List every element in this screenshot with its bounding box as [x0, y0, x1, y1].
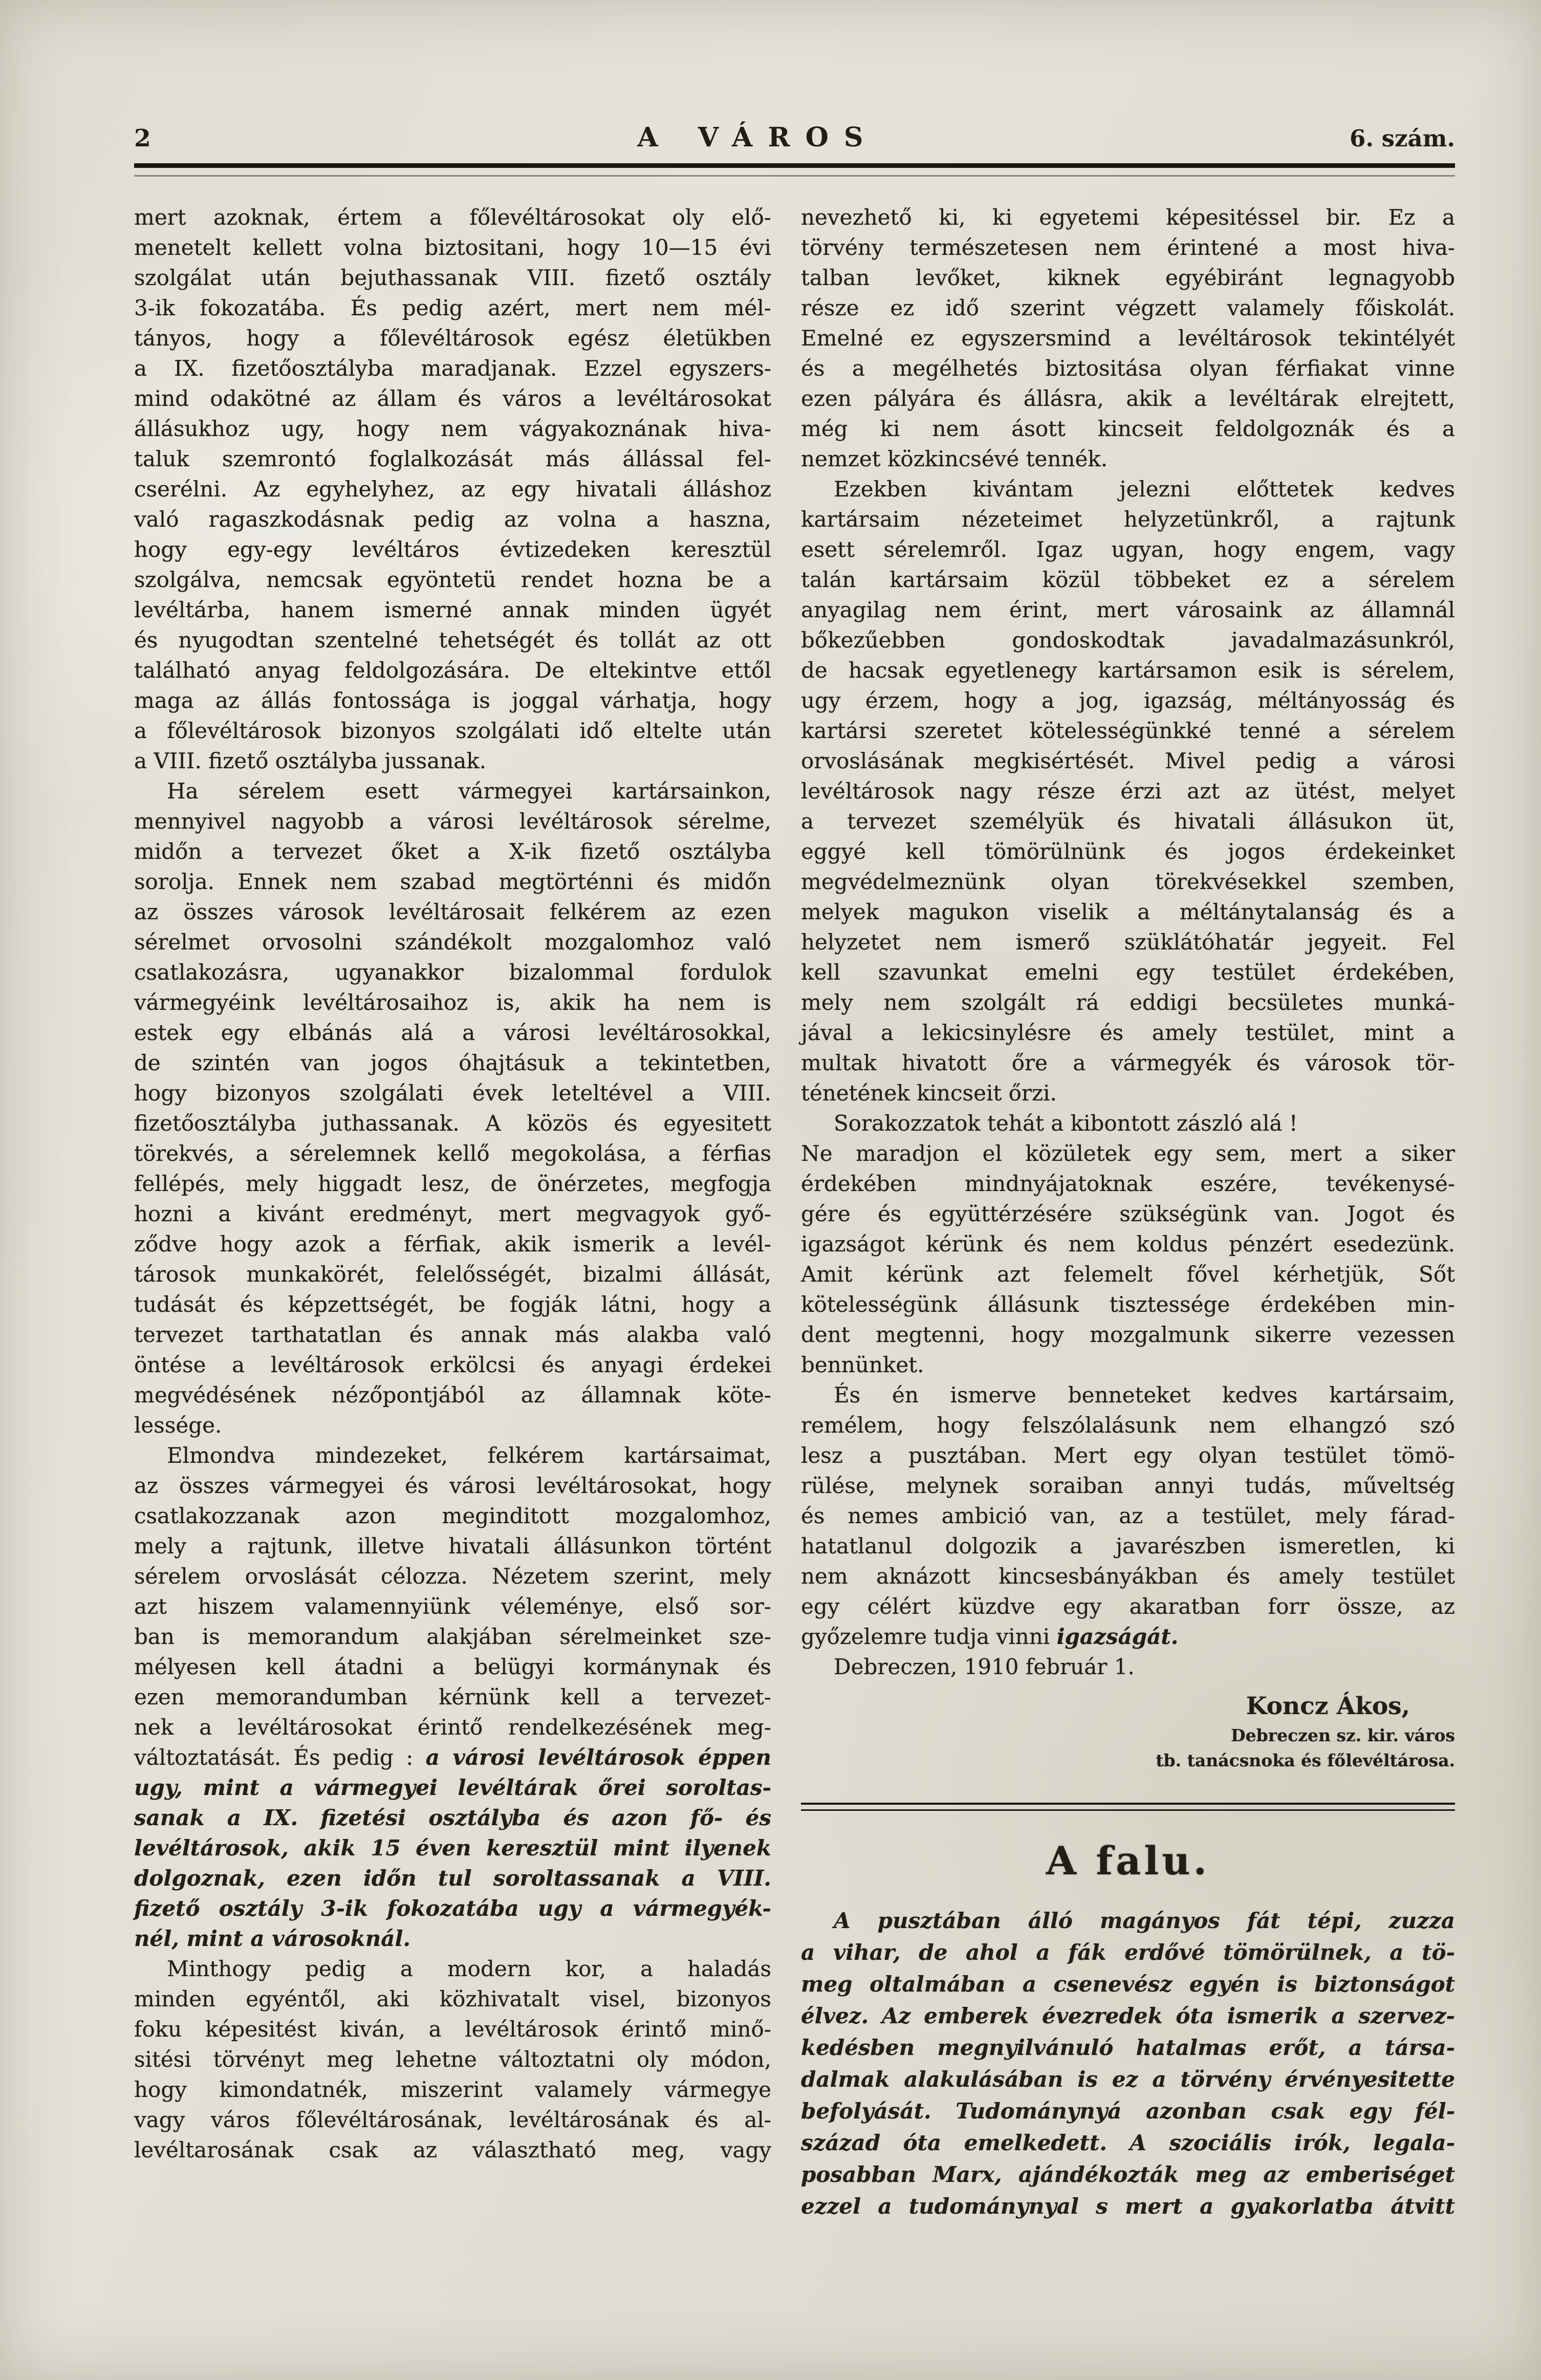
text-line: bennünket. — [801, 1352, 924, 1377]
text-line: kötelességünk állásunk tisztessége érdekében min- — [801, 1292, 1455, 1317]
text-line: állásukhoz ugy, hogy nem vágyakoznának hiva- — [134, 416, 771, 441]
text-line: és nemes ambició van, az a testület, mely fárad- — [801, 1503, 1455, 1528]
text-line: Ezekben kivántam jelezni előttetek kedves — [834, 477, 1455, 502]
text-line: tányos, hogy a főlevéltárosok egész életükben — [134, 326, 771, 351]
text-line: ezen pályára és állásra, akik a levéltárak elrejtett, — [801, 386, 1455, 411]
text-line: hatatlanul dolgozik a javarészben ismeretlen, ki — [801, 1533, 1455, 1559]
text-line: megvédésének nézőpontjából az államnak köte- — [134, 1382, 771, 1408]
text-line: ezzel a tudománynyal s mert a gyakorlatba átvitt — [801, 2194, 1455, 2219]
page-header — [134, 122, 1455, 153]
text-line: sérelmet orvosolni szándékolt mozgalomhoz való — [134, 929, 771, 955]
text-line: található anyag feldolgozására. De eltekintve ettől — [134, 658, 771, 683]
text-line: a VIII. fizető osztályba jussanak. — [134, 748, 487, 773]
text-line: vagy város főlevéltárosának, levéltárosának és al- — [134, 2107, 771, 2132]
text-line: kell szavunkat emelni egy testület érdekében, — [801, 960, 1455, 985]
text-line: levéltarosának csak az választható meg, vagy — [134, 2137, 771, 2162]
text-line: törekvés, a sérelemnek kellő megokolása, a férfias — [134, 1141, 771, 1166]
text-line: talban levőket, kiknek egyébiránt legnagyobb — [801, 265, 1455, 290]
text-line: A pusztában álló magányos fát tépi, zuzza — [834, 1908, 1455, 1933]
text-line: bőkezűebben gondoskodtak javadalmazásunkról, — [801, 628, 1455, 653]
text-line: sanak a IX. fizetési osztályba és azon fő- és — [134, 1805, 771, 1830]
text-line: ban is memorandum alakjában sérelmeinket sze- — [134, 1624, 771, 1649]
text-line: nél, mint a városoknál. — [134, 1926, 411, 1951]
right-column — [801, 202, 1455, 2222]
text-line: fizető osztály 3-ik fokozatába ugy a vármegyék- — [134, 1896, 771, 1921]
text-line: jával a lekicsinylésre és amely testület, mint a — [801, 1020, 1455, 1045]
text-line: még ki nem ásott kincseit feldolgoznák és a — [801, 416, 1455, 441]
text-line: lesz a pusztában. Mert egy olyan testület tömö- — [801, 1443, 1455, 1468]
text-line: Ne maradjon el közületek egy sem, mert a siker — [801, 1141, 1455, 1166]
text-line: mely nem szolgált rá eddigi becsületes munká- — [801, 990, 1455, 1015]
text-line: rülése, melynek soraiban annyi tudás, műveltség — [801, 1473, 1455, 1498]
text-line: És én ismerve benneteket kedves kartársaim, — [834, 1382, 1455, 1408]
text-line: öntése a levéltárosok erkölcsi és anyagi érdekei — [134, 1352, 771, 1377]
text-line: kartársaim nézeteimet helyzetünkről, a rajtunk — [801, 507, 1455, 532]
text-line: a tervezet személyük és hivatali állásukon üt, — [801, 809, 1455, 834]
text-line: egy célért küzdve egy akaratban forr össze, az — [801, 1594, 1455, 1619]
text-line: sorolja. Ennek nem szabad megtörténni és midőn — [134, 869, 771, 894]
text-line: megvédelmeznünk olyan törekvésekkel szemben, — [801, 869, 1455, 894]
text-line: az összes vármegyei és városi levéltárosokat, hogy — [134, 1473, 771, 1498]
text-line: Minthogy pedig a modern kor, a haladás — [167, 1956, 771, 1981]
text-line: szolgálva, nemcsak egyöntetü rendet hozna be a — [134, 567, 771, 592]
text-line: befolyását. Tudománynyá azonban csak egy fél- — [801, 2098, 1455, 2124]
text-line: és nyugodtan szentelné tehetségét és tollát az ott — [134, 628, 771, 653]
text-line: estek egy elbánás alá a városi levéltárosokkal, — [134, 1020, 771, 1045]
signature-name: Koncz Ákos, — [1246, 1692, 1410, 1720]
text-line: 3-ik fokozatába. És pedig azért, mert nem mél- — [134, 295, 771, 320]
text-line: fizetőosztályba juthassanak. A közös és egyesitett — [134, 1111, 771, 1136]
text-line: Amit kérünk azt felemelt fővel kérhetjük, Sőt — [801, 1262, 1455, 1287]
text-segment: győzelemre tudja vinni — [801, 1624, 1057, 1649]
text-line: való ragaszkodásnak pedig az volna a haszna, — [134, 507, 771, 532]
text-line: hogy egy-egy levéltáros évtizedeken keresztül — [134, 537, 771, 562]
text-line: csatlakozzanak azon meginditott mozgalomhoz, — [134, 1503, 771, 1528]
text-line: érdekében mindnyájatoknak eszére, tevékenysé- — [801, 1171, 1455, 1196]
text-line — [134, 1742, 771, 1772]
text-line: lessége. — [134, 1413, 222, 1438]
page-number: 2 — [134, 124, 151, 153]
issue-number: 6. szám. — [1350, 125, 1455, 152]
text-line: tudását és képzettségét, be fogják látni, hogy a — [134, 1292, 771, 1317]
text-line: cserélni. Az egyhelyhez, az egy hivatali álláshoz — [134, 477, 771, 502]
text-line: multak hivatott őre a vármegyék és városok tör- — [801, 1050, 1455, 1075]
text-line: kedésben megnyilvánuló hatalmas erőt, a társa- — [801, 2035, 1455, 2060]
text-line: vármegyéink levéltárosaihoz is, akik ha nem is — [134, 990, 771, 1015]
text-line: Elmondva mindezeket, felkérem kartársaimat, — [167, 1443, 771, 1468]
text-line: Sorakozzatok tehát a kibontott zászló alá ! — [834, 1111, 1298, 1136]
text-segment: változtatását. És pedig : — [134, 1745, 426, 1770]
text-line: azt hiszem valamennyiünk véleménye, első sor- — [134, 1594, 771, 1619]
text-line: és a megélhetés biztositása olyan férfiakat vinne — [801, 356, 1455, 381]
text-segment: igazságát. — [1056, 1624, 1179, 1649]
text-line: helyzetet nem ismerő szüklátóhatár jegyeit. Fel — [801, 929, 1455, 955]
text-segment: a városi levéltárosok éppen — [425, 1745, 771, 1770]
text-line: szolgálat után bejuthassanak VIII. fizető osztály — [134, 265, 771, 290]
text-line: kartársi szeretet kötelességünkké tenné a sérelem — [801, 718, 1455, 743]
text-line: a IX. fizetőosztályba maradjanak. Ezzel egyszers- — [134, 356, 771, 381]
text-line: taluk szemrontó foglalkozását más állással fel- — [134, 446, 771, 471]
text-line: ugy, mint a vármegyei levéltárak őrei soroltas- — [134, 1775, 771, 1800]
text-line: maga az állás fontossága is joggal várhatja, hogy — [134, 688, 771, 713]
text-line: hogy bizonyos szolgálati évek leteltével a VIII. — [134, 1080, 771, 1106]
text-line: része ez idő szerint végzett valamely főiskolát. — [801, 295, 1455, 320]
text-line: sérelem orvoslását célozza. Nézetem szerint, mely — [134, 1564, 771, 1589]
text-line: hogy kimondatnék, miszerint valamely vármegye — [134, 2077, 771, 2102]
text-line: dalmak alakulásában is ez a törvény érvényesitette — [801, 2067, 1455, 2092]
text-line: a főlevéltárosok bizonyos szolgálati idő eltelte után — [134, 718, 771, 743]
text-line: élvez. Az emberek évezredek óta ismerik a szervez- — [801, 2003, 1455, 2028]
text-line: igazságot kérünk és nem koldus pénzért esedezünk. — [801, 1231, 1455, 1257]
text-line: sitési törvényt meg lehetne változtatni oly módon, — [134, 2047, 771, 2072]
text-line: anyagilag nem érint, mert városaink az államnál — [801, 597, 1455, 622]
text-line: Debreczen, 1910 február 1. — [834, 1654, 1135, 1679]
text-line: mely a rajtunk, illetve hivatali állásunkon történt — [134, 1533, 771, 1559]
text-line: dent megtenni, hogy mozgalmunk sikerre vezessen — [801, 1322, 1455, 1347]
text-line: nemzet közkincsévé tennék. — [801, 446, 1108, 471]
text-line: minden egyéntől, aki közhivatalt visel, bizonyos — [134, 1986, 771, 2011]
text-line: törvény természetesen nem érintené a most hiva- — [801, 235, 1455, 260]
text-line: levéltárba, hanem ismerné annak minden ügyét — [134, 597, 771, 622]
text-line: Ha sérelem esett vármegyei kartársainkon, — [167, 778, 771, 804]
text-line: mert azoknak, értem a főlevéltárosokat oly elő- — [134, 205, 771, 230]
text-line: mennyivel nagyobb a városi levéltárosok sérelme, — [134, 809, 771, 834]
text-line: levéltárosok nagy része érzi azt az ütést, melyet — [801, 778, 1455, 804]
text-line: nevezhető ki, ki egyetemi képesitéssel bir. Ez a — [801, 205, 1455, 230]
text-line: fellépés, mely higgadt lesz, de önérzetes, megfogja — [134, 1171, 771, 1196]
masthead-title: A VÁROS — [637, 122, 879, 153]
text-line: esett sérelemről. Igaz ugyan, hogy engem, vagy — [801, 537, 1455, 562]
text-line: mind odakötné az állam és város a levéltárosokat — [134, 386, 771, 411]
text-line: ezen memorandumban kérnünk kell a tervezet- — [134, 1684, 771, 1710]
text-line: ténetének kincseit őrzi. — [801, 1080, 1057, 1106]
text-line: posabban Marx, ajándékozták meg az emberiséget — [801, 2162, 1455, 2187]
text-line: ugy érzem, hogy a jog, igazság, méltányosság és — [801, 688, 1455, 713]
text-line: dolgoznak, ezen időn tul soroltassanak a VIII. — [134, 1866, 771, 1891]
text-line: nek a levéltárosokat érintő rendelkezésének meg- — [134, 1715, 771, 1740]
text-line: tárosok munkakörét, felelősségét, bizalmi állását, — [134, 1262, 771, 1287]
text-line: mélyesen kell átadni a belügyi kormánynak és — [134, 1654, 771, 1679]
text-line: század óta emelkedett. A szociális irók, legala- — [801, 2130, 1455, 2155]
text-line: hozni a kivánt eredményt, mert megvagyok győ- — [134, 1201, 771, 1226]
signature-role: Debreczen sz. kir. város — [1231, 1725, 1455, 1745]
text-line: gére és együttérzésére szükségünk van. Jogot és — [801, 1201, 1455, 1226]
text-line: tervezet tarthatatlan és annak más alakba való — [134, 1322, 771, 1347]
signature-role: tb. tanácsnoka és főlevéltárosa. — [1156, 1750, 1455, 1770]
text-line: foku képesitést kiván, a levéltárosok érintő minő- — [134, 2017, 771, 2042]
text-line: meg oltalmában a csenevész egyén is biztonságot — [801, 1972, 1455, 1997]
text-line: talán kartársaim közül többeket ez a sérelem — [801, 567, 1455, 592]
text-line: midőn a tervezet őket a X-ik fizető osztályba — [134, 839, 771, 864]
text-line: de hacsak egyetlenegy kartársamon esik is sérelem, — [801, 658, 1455, 683]
article-body — [134, 202, 1455, 2222]
section-divider — [801, 1803, 1455, 1811]
text-line: ződve hogy azok a férfiak, akik ismerik a levél- — [134, 1231, 771, 1257]
text-line: a vihar, de ahol a fák erdővé tömörülnek, a tö- — [801, 1940, 1455, 1965]
text-line: de szintén van jogos óhajtásuk a tekintetben, — [134, 1050, 771, 1075]
text-line: levéltárosok, akik 15 éven keresztül mint ilyenek — [134, 1835, 771, 1860]
text-line: nem aknázott kincsesbányákban és amely testület — [801, 1564, 1455, 1589]
text-line: Emelné ez egyszersmind a levéltárosok tekintélyét — [801, 326, 1455, 351]
text-line: orvoslásának megkisértését. Mivel pedig a városi — [801, 748, 1455, 773]
text-line: eggyé kell tömörülnünk és jogos érdekeinket — [801, 839, 1455, 864]
text-line: menetelt kellett volna biztositani, hogy 10—15 évi — [134, 235, 771, 260]
header-rule — [134, 163, 1455, 177]
text-line: remélem, hogy felszólalásunk nem elhangzó szó — [801, 1413, 1455, 1438]
text-line — [801, 1621, 1455, 1652]
text-line: melyek magukon viselik a méltánytalanság és a — [801, 899, 1455, 924]
text-line: csatlakozásra, ugyanakkor bizalommal fordulok — [134, 960, 771, 985]
left-column — [134, 202, 771, 2222]
text-line: az összes városok levéltárosait felkérem az ezen — [134, 899, 771, 924]
article-title: A falu. — [1046, 1838, 1210, 1884]
